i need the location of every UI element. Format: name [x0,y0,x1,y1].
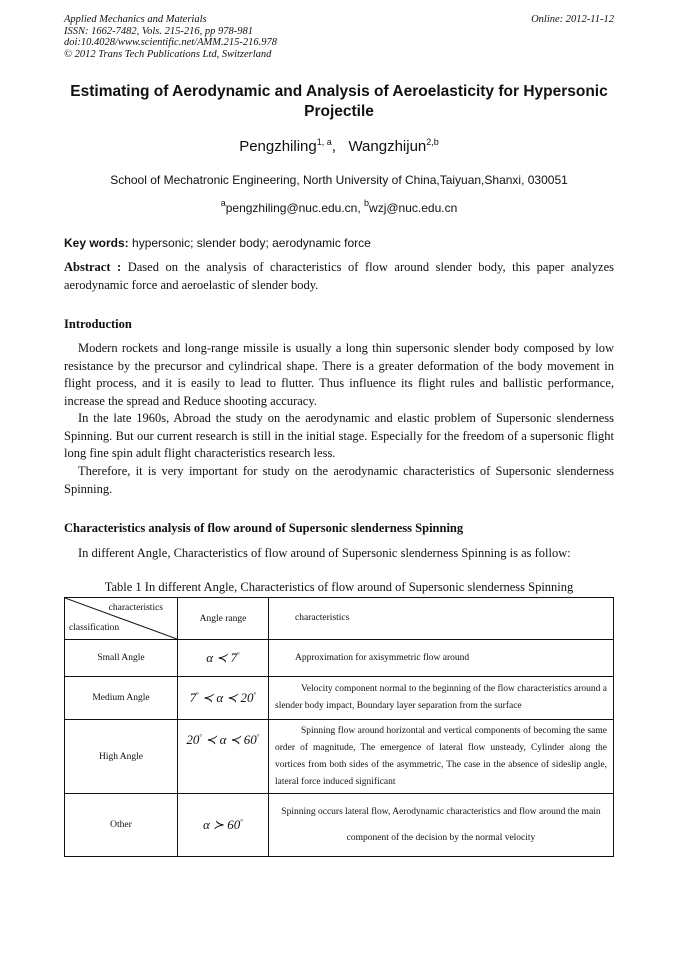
author-separator: , [331,138,336,155]
table-row [65,677,614,720]
affiliation: School of Mechatronic Engineering, North University of China,Taiyuan,Shanxi, 030051 [110,173,568,187]
journal-header [64,14,614,60]
email-b: wzj@nuc.edu.cn [369,201,458,215]
keywords-label: Key words: [64,236,129,250]
author-1: Pengzhiling [239,138,317,155]
table-caption: Table 1 In different Angle, Characteristics of flow around of Supersonic slenderness Spinning [104,580,574,594]
issn-line: ISSN: 1662-7482, Vols. 215-216, pp 978-981 [64,25,253,37]
row-angle: α ≺ 7° [178,640,269,677]
email-b-sup: b [364,198,370,208]
table-row [65,640,614,677]
author-2: Wangzhijun [348,138,427,155]
author-1-affil: 1, a [316,137,332,147]
keywords [64,236,614,250]
table-row [65,794,614,857]
intro-paragraph-1: Modern rockets and long-range missile is usually a long thin supersonic slender body composed by low resistance by the precursor and cylindrical shape. There is a greater deformation of the body movement in flight process, and it is easily to lead to flutter. Thus influence its flight rules and ballistic performance, increase the spread and Reduce shooting accuracy. [64,341,614,408]
intro-paragraph-2: In the late 1960s, Abroad the study on the aerodynamic and elastic problem of Supersonic slenderness Spinning. But our current research is still in the initial stage. Especially for the freedom of a supersonic flight long fine spin adult flight characteristics research less. [64,411,614,460]
header-diagonal-cell [65,598,178,640]
row-class: Medium Angle [65,677,178,720]
row-angle: 20° ≺ α ≺ 60° [178,720,269,794]
copyright-line: © 2012 Trans Tech Publications Ltd, Switzerland [64,48,272,60]
header-angle-range: Angle range [178,598,269,640]
row-class: Other [65,794,178,857]
row-text: Approximation for axisymmetric flow around [269,640,614,677]
row-class: High Angle [65,720,178,794]
online-date: Online: 2012-11-12 [531,14,614,25]
header-characteristics-col: characteristics [269,598,614,640]
abstract-text: Dased on the analysis of characteristics of flow around slender body, this paper analyzes aerodynamic force and aeroelastic of slender body. [64,260,614,292]
email-a: pengzhiling@nuc.edu.cn, [225,201,361,215]
doi-line: doi:10.4028/www.scientific.net/AMM.215-216.978 [64,37,277,48]
journal-name: Applied Mechanics and Materials [64,14,207,25]
header-characteristics: characteristics [108,603,163,613]
abstract-label: Abstract : [64,260,122,274]
intro-paragraph-3: Therefore, it is very important for study on the aerodynamic characteristics of Supersonic slenderness Spinning. [64,464,614,496]
characteristics-table [64,597,614,857]
header-classification: classification [69,623,120,633]
row-angle: α ≻ 60° [178,794,269,857]
table-row [65,720,614,794]
table-header-row [65,598,614,640]
row-text: Spinning flow around horizontal and vertical components of becoming the same order of magnitude, The emergence of lateral flow unsteady, Cylinder along the vortices from both sides of the asymmetric, The case in the absence of sideslip angle, lateral force induced significant [269,720,614,794]
author-emails [64,198,614,215]
section-heading: Characteristics analysis of flow around of Supersonic slenderness Spinning [64,521,464,535]
email-a-sup: a [220,198,226,208]
keywords-text: hypersonic; slender body; aerodynamic force [132,236,371,250]
author-2-affil: 2,b [426,137,439,147]
row-text: Velocity component normal to the beginning of the flow characteristics around a slender body impact, Boundary layer separation from the surface [269,677,614,720]
row-class: Small Angle [65,640,178,677]
abstract [64,259,614,294]
row-text: Spinning occurs lateral flow, Aerodynamic characteristics and flow around the main component of the decision by the normal velocity [269,794,614,857]
row-angle: 7° ≺ α ≺ 20° [178,677,269,720]
section-paragraph: In different Angle, Characteristics of flow around of Supersonic slenderness Spinning is as follow: [78,546,571,560]
author-list [64,137,614,155]
intro-heading: Introduction [64,317,132,331]
paper-title: Estimating of Aerodynamic and Analysis of Aeroelasticity for Hypersonic Projectile [70,83,608,120]
